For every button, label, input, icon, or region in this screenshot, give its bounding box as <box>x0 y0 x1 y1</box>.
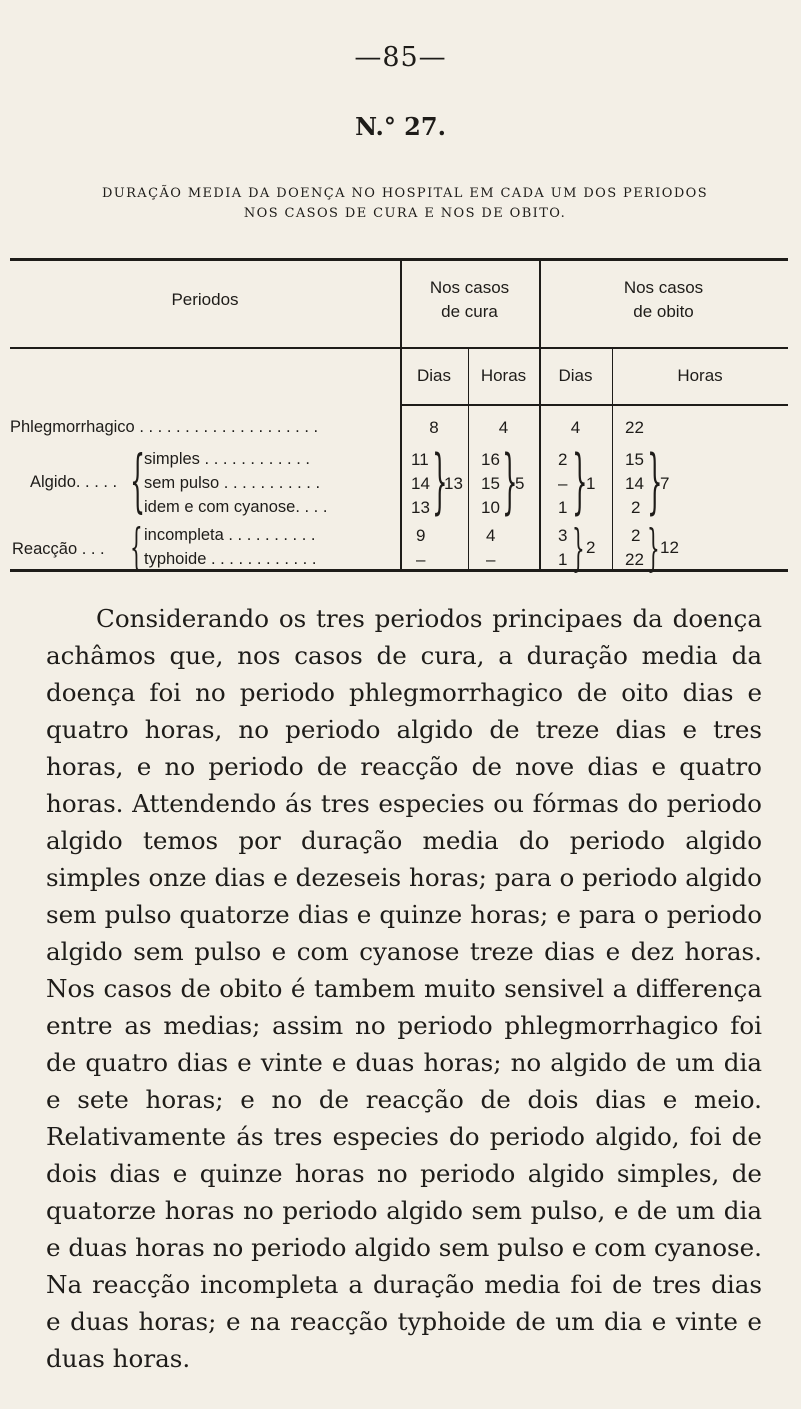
cell-algido-simples-cura-dias: 11 <box>411 450 429 469</box>
body-text <box>46 600 762 1377</box>
brace-reaccao-obito-horas: } <box>647 519 660 577</box>
cell-reaccao-avg-obito-dias: 2 <box>586 538 596 557</box>
subheader-obito-horas: Horas <box>677 366 723 385</box>
brace-algido-cura-dias: } <box>432 440 448 522</box>
subheader-cura-horas: Horas <box>480 366 527 385</box>
row-label-reaccao-typhoide <box>144 550 316 569</box>
cell-algido-cyanose-obito-dias: 1 <box>558 498 568 517</box>
leader-dots: . . . . . . . . . . . . <box>199 450 310 468</box>
leader-dots: . . . . . <box>75 473 118 491</box>
cell-reaccao-incompleta-obito-dias: 3 <box>558 526 568 545</box>
leader-dots: . . . . <box>295 498 328 516</box>
subheader-obito-dias: Dias <box>558 366 593 385</box>
body-paragraph: Considerando os tres periodos principaes da doença achâmos que, nos casos de cura, a duração media da doença foi no periodo phlegmorrhagico de oito dias e quatro horas, no periodo algido de treze dias e tres horas, e no periodo de reacção de nove dias e quatro horas. Attendendo ás tres especies ou fórmas do periodo algido temos por duração media do periodo algido simples onze dias e dezeseis horas; para o periodo algido sem pulso quatorze dias e quinze horas; e para o periodo algido sem pulso e com cyanose treze dias e dez horas. Nos casos de obito é tambem muito sensivel a differença entre as medias; assim no periodo phlegmorrhagico foi de quatro dias e vinte e duas horas; no algido de um dia e sete horas; e no de reacção de dois dias e meio. Relativamente ás tres especies do periodo algido, foi de dois dias e quinze horas no periodo algido simples, de quatorze horas no periodo algido sem pulso, e de um dia e duas horas no periodo algido sem pulso e com cyanose. Na reacção incompleta a duração media foi de tres dias e duas horas; e na reacção typhoide de um dia e vinte e duas horas. <box>46 604 762 1373</box>
cell-reaccao-avg-obito-horas: 12 <box>660 538 679 557</box>
row-label-algido-cyanose-text: idem e com cyanose <box>144 498 296 516</box>
cell-algido-sem-pulso-obito-dias: – <box>558 474 568 493</box>
subheader-bottom-rule <box>400 404 788 406</box>
header-obito <box>539 276 788 324</box>
cell-algido-avg-cura-horas: 5 <box>515 474 525 493</box>
row-label-algido-simples-text: simples <box>144 450 200 468</box>
table-top-rule <box>10 258 788 261</box>
header-obito-line-1: Nos casos <box>623 278 704 297</box>
row-label-phlegmorrhagico <box>10 418 318 437</box>
cell-phleg-obito-dias: 4 <box>570 418 581 437</box>
cell-phleg-cura-dias: 8 <box>429 418 439 437</box>
brace-algido-obito-horas: } <box>647 440 663 522</box>
cell-algido-cyanose-cura-dias: 13 <box>411 498 430 517</box>
header-cura <box>400 276 539 324</box>
cell-algido-cyanose-cura-horas: 10 <box>481 498 500 517</box>
row-label-algido-sem-pulso-text: sem pulso <box>144 474 220 492</box>
header-cura-line-2: de cura <box>441 302 498 321</box>
cell-reaccao-typhoide-cura-horas: – <box>486 550 496 569</box>
cell-algido-simples-obito-horas: 15 <box>625 450 644 469</box>
group-label-algido <box>30 473 117 492</box>
cell-reaccao-incompleta-cura-horas: 4 <box>486 526 496 545</box>
cell-algido-sem-pulso-cura-horas: 15 <box>481 474 500 493</box>
page-number: —85— <box>354 42 447 73</box>
row-label-reaccao-incompleta-text: incompleta <box>144 526 224 544</box>
cell-algido-cyanose-obito-horas: 2 <box>631 498 641 517</box>
brace-reaccao-obito-dias: } <box>572 519 585 577</box>
cell-algido-avg-cura-dias: 13 <box>444 474 463 493</box>
leader-dots: . . . <box>77 540 105 558</box>
cell-phleg-obito-horas: 22 <box>625 418 644 437</box>
group-label-reaccao <box>12 540 105 559</box>
cell-algido-sem-pulso-cura-dias: 14 <box>411 474 430 493</box>
brace-reaccao-labels: { <box>130 518 143 576</box>
document-number: N.° 27. <box>355 112 446 141</box>
header-obito-line-2: de obito <box>633 302 694 321</box>
cell-reaccao-typhoide-obito-horas: 22 <box>625 550 644 569</box>
cell-reaccao-incompleta-cura-dias: 9 <box>416 526 426 545</box>
cell-algido-sem-pulso-obito-horas: 14 <box>625 474 644 493</box>
row-label-phlegmorrhagico-text: Phlegmorrhagico <box>10 418 135 436</box>
cell-phleg-cura-horas: 4 <box>498 418 509 437</box>
cell-algido-avg-obito-dias: 1 <box>586 474 596 493</box>
duration-table <box>10 258 788 577</box>
brace-algido-cura-horas: } <box>502 440 518 522</box>
leader-dots: . . . . . . . . . . <box>223 526 316 544</box>
table-caption <box>60 184 750 224</box>
header-bottom-rule <box>10 347 788 349</box>
row-label-reaccao-typhoide-text: typhoide <box>144 550 207 568</box>
cell-algido-simples-obito-dias: 2 <box>558 450 568 469</box>
header-periodos: Periodos <box>171 290 239 309</box>
leader-dots: . . . . . . . . . . . . <box>206 550 317 568</box>
leader-dots: . . . . . . . . . . . . . . . . . . . . <box>134 418 319 436</box>
brace-algido-obito-dias: } <box>572 440 588 522</box>
cell-reaccao-typhoide-obito-dias: 1 <box>558 550 568 569</box>
cell-reaccao-typhoide-cura-dias: – <box>416 550 426 569</box>
cell-algido-simples-cura-horas: 16 <box>481 450 500 469</box>
row-label-algido-sem-pulso <box>144 474 320 493</box>
caption-line-2: NOS CASOS DE CURA E NOS DE OBITO. <box>243 206 567 221</box>
row-label-reaccao-incompleta <box>144 526 315 545</box>
row-label-algido-cyanose <box>144 498 327 517</box>
caption-line-1: DURAÇÃO MEDIA DA DOENÇA NO HOSPITAL EM CADA UM DOS PERIODOS <box>101 186 709 201</box>
group-label-algido-text: Algido <box>30 473 76 491</box>
cell-reaccao-incompleta-obito-horas: 2 <box>631 526 641 545</box>
cell-algido-avg-obito-horas: 7 <box>660 474 670 493</box>
row-label-algido-simples <box>144 450 310 469</box>
table-bottom-rule <box>10 569 788 572</box>
group-label-reaccao-text: Reacção <box>12 540 78 558</box>
subheader-cura-dias: Dias <box>416 366 451 385</box>
header-cura-line-1: Nos casos <box>429 278 510 297</box>
brace-algido-labels: { <box>130 442 146 521</box>
leader-dots: . . . . . . . . . . . <box>219 474 321 492</box>
